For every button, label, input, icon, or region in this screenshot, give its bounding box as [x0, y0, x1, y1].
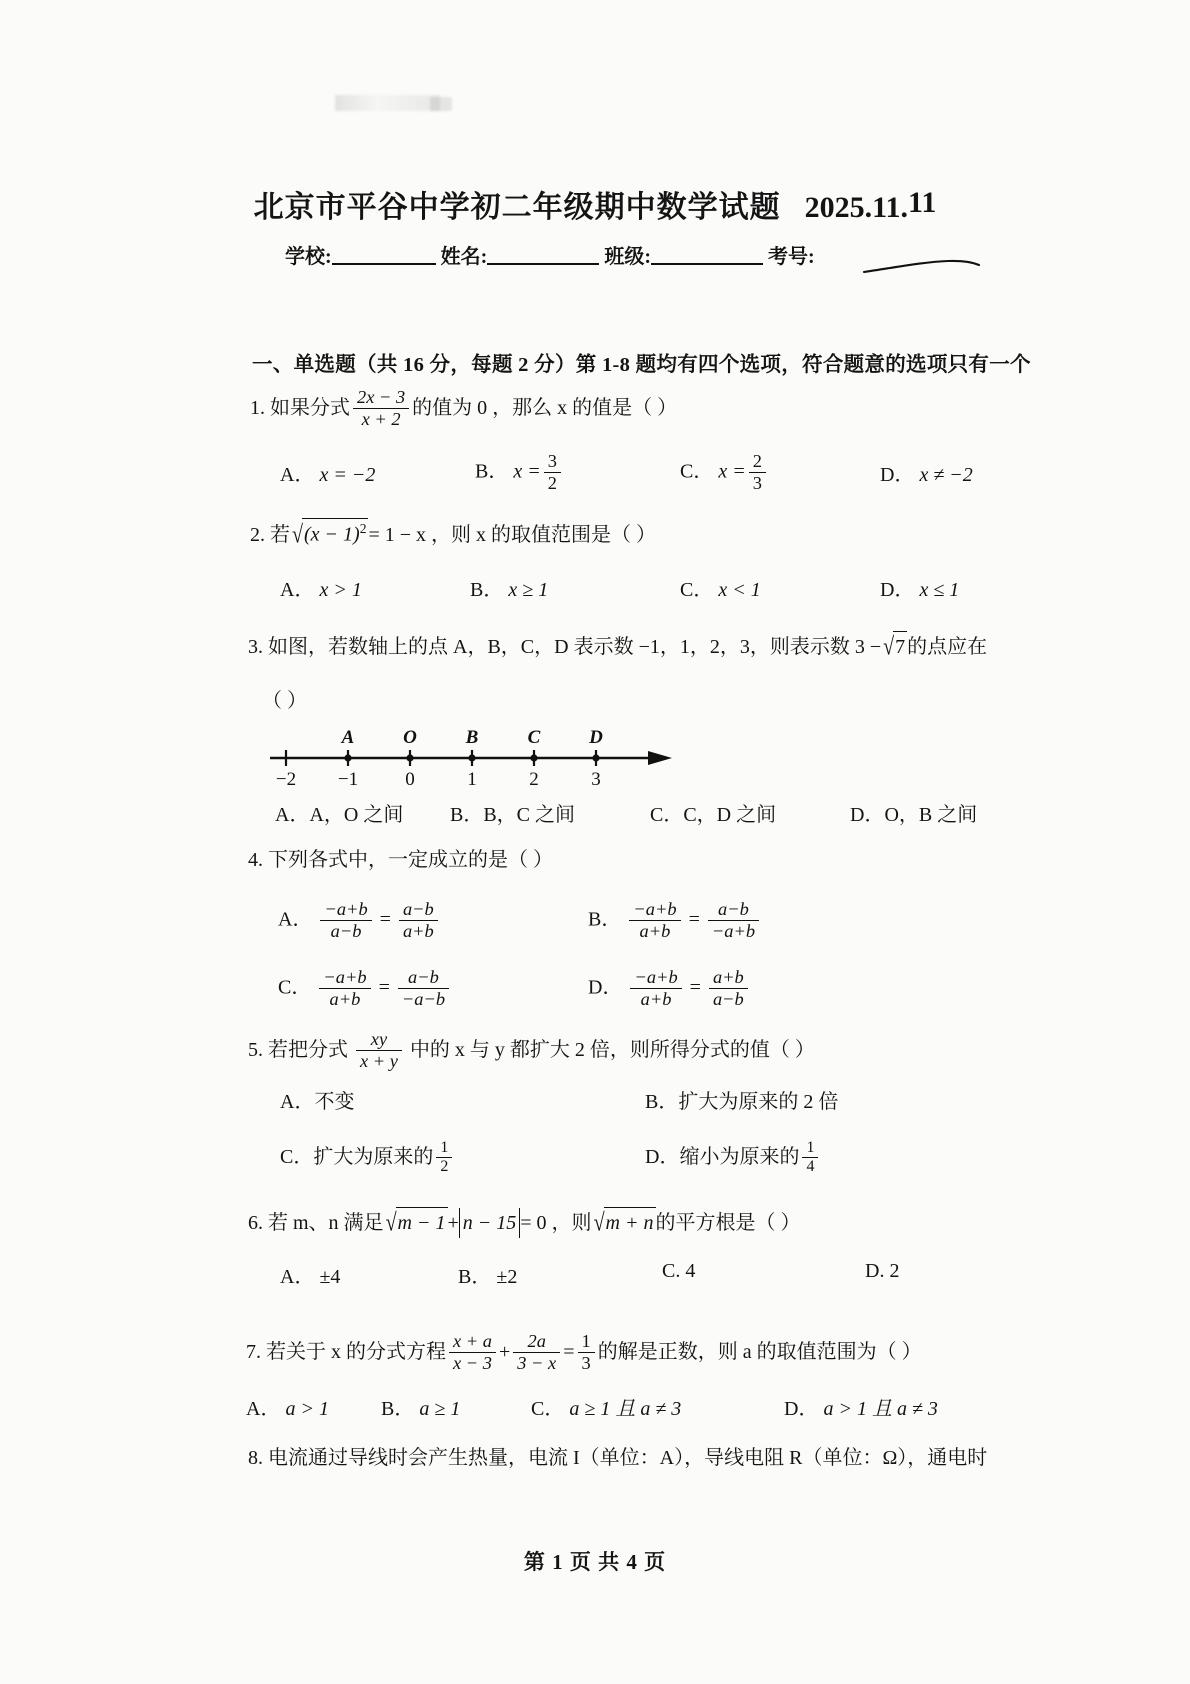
question-6-absolute-value — [459, 1208, 521, 1238]
question-5-option-a[interactable] — [280, 1085, 354, 1114]
question-5-options-row1 — [280, 1085, 1010, 1121]
option-a-right-fraction — [399, 899, 438, 941]
option-b-right-fraction — [708, 899, 759, 941]
option-d-right-fraction — [709, 967, 748, 1009]
question-3-radical — [881, 631, 907, 662]
fraction-numerator: 3 — [547, 451, 557, 471]
point-label-O: O — [403, 727, 417, 748]
option-text: O，B 之间 — [884, 804, 978, 826]
fraction-denominator: 4 — [802, 1157, 818, 1176]
fraction-numerator: xy — [370, 1029, 388, 1049]
question-7-fraction-2 — [513, 1331, 560, 1373]
option-label: B． — [588, 908, 622, 931]
question-2-options — [280, 573, 1000, 609]
radical-body: m − 1 — [396, 1207, 448, 1238]
option-label: D． — [645, 1146, 680, 1168]
question-1-option-b[interactable] — [475, 452, 564, 494]
question-7-fraction-1 — [449, 1331, 496, 1373]
question-4-option-b[interactable] — [588, 900, 762, 942]
point-O-dot — [406, 754, 413, 761]
radical-exponent: 2 — [359, 521, 367, 536]
question-2-option-b[interactable] — [470, 573, 548, 602]
radical-sign: √ — [593, 1209, 605, 1237]
option-label: D． — [588, 976, 623, 999]
radical-body: 7 — [893, 631, 907, 662]
question-5-number: 5. — [248, 1038, 263, 1061]
fraction-numerator: −a+b — [324, 899, 368, 919]
question-5-option-c[interactable] — [280, 1140, 455, 1177]
question-4-number: 4. — [248, 849, 263, 871]
option-label: D. — [865, 1260, 885, 1282]
question-3-number: 3. — [248, 636, 263, 658]
option-label: D． — [784, 1398, 819, 1420]
question-4-option-c[interactable] — [278, 968, 452, 1010]
question-7-options — [246, 1392, 986, 1428]
question-6-number: 6. — [248, 1212, 263, 1234]
option-label: B． — [450, 804, 484, 826]
question-1-option-d[interactable] — [880, 458, 973, 487]
option-text: 缩小为原来的 — [679, 1146, 800, 1168]
question-4-option-a[interactable] — [278, 900, 441, 942]
fraction-numerator: 1 — [440, 1139, 449, 1156]
option-label: C． — [650, 804, 684, 826]
question-3-option-d[interactable] — [850, 798, 977, 827]
question-6-options — [280, 1260, 1010, 1296]
fraction-denominator: 2 — [544, 472, 561, 494]
fraction-denominator: a+b — [629, 920, 680, 942]
question-3 — [248, 631, 987, 662]
option-text: 2 — [889, 1260, 900, 1282]
fraction-numerator: a−b — [402, 899, 434, 919]
fraction-numerator: 1 — [806, 1139, 815, 1156]
point-C-dot — [530, 754, 537, 761]
point-label-D: D — [589, 727, 603, 748]
option-label: B． — [381, 1398, 415, 1420]
option-label: C． — [680, 579, 714, 601]
exam-date-head: 2025.11. — [804, 191, 908, 224]
absolute-value-content: n − 15 — [462, 1212, 517, 1234]
question-6-radical-2 — [592, 1207, 656, 1238]
question-5-options-row2 — [280, 1140, 1010, 1182]
radical-sign: √ — [385, 1209, 397, 1237]
question-2-option-a[interactable] — [280, 573, 362, 602]
question-3-stem-b: 的点应在 — [907, 636, 988, 658]
school-label: 学校: — [285, 246, 332, 268]
question-8 — [248, 1443, 987, 1473]
question-7-stem — [246, 1331, 922, 1373]
radical-body — [302, 518, 369, 550]
question-6-option-a[interactable] — [280, 1260, 340, 1289]
plus-sign: + — [498, 1340, 511, 1363]
point-label-A: A — [341, 727, 355, 748]
number-line-svg — [258, 726, 678, 792]
question-4-options-row2 — [278, 968, 1008, 1038]
question-4-options-row1 — [278, 900, 1008, 970]
option-text: a > 1 且 a ≠ 3 — [823, 1398, 938, 1420]
question-7-number: 7. — [246, 1340, 261, 1363]
exam-number-label: 考号: — [768, 246, 815, 268]
question-7-stem-pre: 若关于 x 的分式方程 — [266, 1340, 446, 1363]
question-2-stem-pre: 若 — [270, 523, 290, 546]
question-4-option-d[interactable] — [588, 968, 751, 1010]
option-text: ±2 — [496, 1266, 518, 1288]
question-5-option-b[interactable] — [645, 1085, 838, 1114]
question-7-stem-post: 的解是正数，则 a 的取值范围为（ ） — [597, 1340, 922, 1363]
option-label: B． — [458, 1266, 492, 1288]
question-7-option-b[interactable] — [381, 1392, 460, 1421]
name-label: 姓名: — [440, 246, 488, 268]
fraction-numerator: −a+b — [633, 899, 677, 919]
question-5-fraction — [356, 1029, 402, 1071]
question-5 — [248, 1030, 815, 1072]
fraction-numerator: a−b — [718, 899, 749, 919]
option-label: C． — [280, 1146, 314, 1168]
question-3-answer-paren: （ ） — [262, 690, 307, 712]
fraction-denominator: x − 3 — [449, 1352, 496, 1374]
exam-date — [804, 186, 937, 224]
option-text: 不变 — [314, 1091, 355, 1113]
option-label: C． — [531, 1398, 565, 1420]
option-label: D． — [850, 804, 885, 826]
option-label: A． — [280, 579, 315, 601]
equals-sign: = — [689, 976, 701, 999]
radical-body: m + n — [604, 1207, 656, 1238]
option-text: A，O 之间 — [309, 804, 404, 826]
number-line-arrow — [648, 751, 672, 765]
question-3-option-c[interactable] — [650, 798, 776, 827]
page-title — [254, 182, 937, 226]
option-c-left-fraction — [319, 967, 370, 1009]
point-B-dot — [468, 754, 475, 761]
fraction-denominator: a+b — [630, 988, 681, 1010]
equals-sign: = — [378, 976, 390, 999]
option-text: B，C 之间 — [483, 804, 576, 826]
page-number-label: 第 1 页 共 4 页 — [523, 1550, 667, 1574]
option-b-left-fraction — [629, 899, 680, 941]
question-4-stem — [248, 849, 553, 871]
question-5-option-d[interactable] — [645, 1140, 821, 1177]
question-2 — [250, 518, 656, 550]
option-c-right-fraction — [398, 967, 449, 1009]
question-1-fraction-denominator: x + 2 — [353, 408, 409, 430]
question-3-stem — [248, 633, 988, 661]
equals-sign: = — [688, 908, 700, 931]
class-label: 班级: — [604, 246, 652, 268]
option-d-fraction — [802, 1139, 818, 1176]
question-4-stem-text: 下列各式中，一定成立的是（ ） — [268, 849, 553, 871]
option-label: A． — [280, 1266, 315, 1288]
point-label-B: B — [465, 727, 479, 748]
option-text: x > 1 — [319, 579, 362, 601]
question-1-stem-pre: 如果分式 — [270, 396, 350, 419]
point-A-dot — [344, 754, 351, 761]
question-3-stem-a: 如图，若数轴上的点 A，B，C，D 表示数 −1，1，2，3，则表示数 3 − — [268, 636, 882, 658]
question-2-stem — [250, 520, 657, 549]
fraction-numerator: a+b — [712, 967, 744, 987]
question-8-stem — [248, 1447, 987, 1469]
question-3-option-b[interactable] — [450, 798, 575, 827]
question-1-option-a[interactable] — [280, 458, 375, 487]
tick-label--2: −2 — [275, 769, 297, 790]
question-6-mid: = 0 ，则 — [520, 1212, 592, 1234]
option-label: D． — [880, 579, 915, 601]
fraction-denominator: 3 − x — [513, 1352, 560, 1374]
option-label: A． — [275, 804, 310, 826]
option-label: A． — [246, 1398, 281, 1420]
fraction-numerator: a−b — [408, 967, 439, 987]
fraction-denominator: 3 — [578, 1352, 595, 1374]
option-text: 扩大为原来的 2 倍 — [678, 1091, 839, 1113]
question-1-stem — [250, 387, 678, 429]
question-5-stem-pre: 若把分式 — [268, 1038, 348, 1061]
question-6-option-b[interactable] — [458, 1260, 517, 1289]
fraction-denominator: a+b — [399, 920, 438, 942]
tick-label-2: 2 — [529, 769, 539, 790]
question-6 — [248, 1207, 801, 1238]
scan-artifact-secondary — [430, 97, 452, 111]
question-3-option-a[interactable] — [275, 798, 403, 827]
name-input-blank[interactable] — [487, 245, 599, 265]
option-text: x ≠ −2 — [919, 464, 973, 486]
option-text: ±4 — [319, 1266, 341, 1288]
tick-label-0: 0 — [405, 769, 415, 790]
fraction-denominator: x + y — [356, 1050, 402, 1072]
tick-label-3: 3 — [591, 769, 601, 790]
scan-artifact — [335, 95, 440, 111]
fraction-numerator: −a+b — [634, 967, 678, 987]
section-heading: 一、单选题（共 16 分，每题 2 分）第 1-8 题均有四个选项，符合题意的选项只有一个 — [252, 354, 1031, 376]
exam-date-tail: 11 — [908, 186, 937, 219]
radical-sign: √ — [883, 633, 895, 661]
point-D-dot — [592, 754, 599, 761]
question-6-option-c[interactable] — [662, 1260, 695, 1283]
fraction-numerator: −a+b — [323, 967, 367, 987]
option-d-left-fraction — [630, 967, 681, 1009]
option-b-fraction — [544, 451, 561, 493]
option-text: x ≥ 1 — [508, 579, 549, 601]
option-text: 扩大为原来的 — [313, 1146, 434, 1168]
tick-label-1: 1 — [467, 769, 477, 790]
question-5-stem — [248, 1029, 815, 1071]
question-2-stem-post: = 1 − x ，则 x 的取值范围是（ ） — [368, 523, 657, 546]
fraction-denominator: a+b — [319, 988, 370, 1010]
question-6-stem-pre: 若 m、n 满足 — [268, 1212, 384, 1234]
option-label: A． — [280, 1091, 315, 1113]
page-footer — [0, 1546, 1190, 1576]
question-7-option-d[interactable] — [784, 1392, 938, 1421]
question-1-options — [280, 452, 1000, 492]
question-6-stem — [248, 1209, 801, 1237]
fraction-numerator: 2 — [752, 451, 762, 471]
option-label: B． — [470, 579, 504, 601]
radical-sign: √ — [292, 520, 303, 549]
option-label: B． — [475, 460, 509, 483]
question-2-number: 2. — [250, 523, 265, 546]
question-6-option-d[interactable] — [865, 1260, 899, 1283]
option-text: x = — [513, 460, 541, 483]
fraction-denominator: 3 — [749, 472, 766, 494]
radical-content: (x − 1) — [303, 523, 360, 546]
question-1-stem-post: 的值为 0 ，那么 x 的值是（ ） — [412, 396, 678, 419]
fraction-denominator: 2 — [436, 1157, 452, 1176]
option-label: C. — [662, 1260, 681, 1282]
fraction-denominator: −a+b — [708, 920, 759, 942]
option-text: x < 1 — [718, 579, 761, 601]
option-text: C，D 之间 — [683, 804, 777, 826]
question-8-stem-text: 电流通过导线时会产生热量，电流 I（单位：A），导线电阻 R（单位：Ω），通电时 — [268, 1447, 988, 1469]
question-1-fraction — [353, 387, 409, 429]
question-1 — [250, 388, 677, 430]
tick-label--1: −1 — [337, 769, 359, 790]
point-label-C: C — [527, 727, 541, 748]
question-1-option-c[interactable] — [680, 452, 769, 494]
fraction-numerator: 1 — [581, 1331, 591, 1351]
option-text: x ≤ 1 — [919, 579, 960, 601]
question-7-option-c[interactable] — [531, 1392, 681, 1421]
option-text: a > 1 — [285, 1398, 329, 1420]
option-label: C． — [680, 460, 714, 483]
option-a-left-fraction — [320, 899, 371, 941]
option-label: A． — [280, 464, 315, 486]
number-line-figure — [258, 726, 678, 792]
title-row — [0, 182, 1190, 226]
question-1-number: 1. — [250, 396, 265, 419]
question-7 — [246, 1332, 922, 1374]
question-2-option-c[interactable] — [680, 573, 761, 602]
question-5-stem-post: 中的 x 与 y 都扩大 2 倍，则所得分式的值（ ） — [409, 1038, 815, 1061]
option-c-fraction — [436, 1139, 452, 1176]
fraction-numerator: 2a — [527, 1331, 546, 1351]
question-1-fraction-numerator: 2x − 3 — [357, 387, 406, 407]
option-label: A． — [278, 908, 313, 931]
question-4 — [248, 845, 553, 875]
fraction-numerator: x + a — [453, 1331, 492, 1351]
option-text: a ≥ 1 且 a ≠ 3 — [569, 1398, 682, 1420]
option-label: B． — [645, 1091, 679, 1113]
question-7-option-a[interactable] — [246, 1392, 329, 1421]
option-c-fraction — [749, 451, 766, 493]
question-3-options — [275, 798, 1005, 834]
question-6-radical-1 — [384, 1207, 448, 1238]
option-text: 4 — [685, 1260, 696, 1282]
page-title-text: 北京市平谷中学初二年级期中数学试题 — [253, 191, 781, 224]
fraction-denominator: −a−b — [398, 988, 449, 1010]
school-input-blank[interactable] — [332, 245, 436, 265]
equals-sign: = — [563, 1340, 575, 1363]
option-text: x = — [718, 460, 746, 483]
question-2-radical — [290, 518, 368, 550]
fraction-denominator: a−b — [709, 988, 748, 1010]
question-8-number: 8. — [248, 1447, 263, 1469]
option-text: x = −2 — [319, 464, 376, 486]
plus-sign: + — [447, 1212, 459, 1234]
equals-sign: = — [379, 908, 391, 931]
fraction-denominator: a−b — [320, 920, 371, 942]
question-7-fraction-3 — [578, 1331, 595, 1373]
option-label: D． — [880, 464, 915, 486]
question-6-stem-post: 的平方根是（ ） — [655, 1212, 801, 1234]
class-input-blank[interactable] — [651, 245, 763, 265]
option-label: C． — [278, 976, 312, 999]
exam-number-input-blank[interactable] — [862, 258, 980, 276]
option-text: a ≥ 1 — [419, 1398, 461, 1420]
question-2-option-d[interactable] — [880, 573, 959, 602]
